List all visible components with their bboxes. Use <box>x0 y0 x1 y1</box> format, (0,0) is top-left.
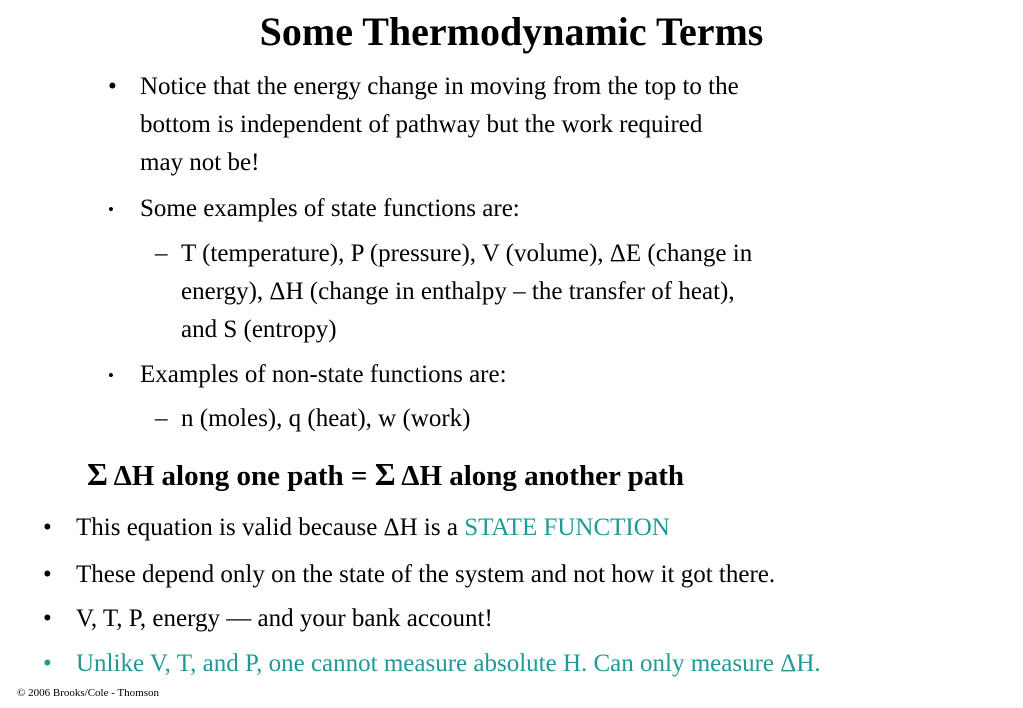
item-text: These depend only on the state of the system and not how it got there. <box>76 561 776 588</box>
sigma-symbol: Σ <box>374 456 396 492</box>
item-text: Examples of non-state functions are: <box>140 361 507 388</box>
item-line: Notice that the energy change in moving from the top to the <box>140 73 739 100</box>
bullet: • <box>43 561 52 588</box>
bullet: • <box>43 514 52 541</box>
item-text: V, T, P, energy — and your bank account! <box>76 605 493 632</box>
sigma-symbol: Σ <box>87 456 108 492</box>
item-line: energy), ΔH (change in enthalpy – the transfer of heat), <box>181 278 735 305</box>
dash: – <box>155 240 168 267</box>
item-text: Some examples of state functions are: <box>140 195 520 222</box>
equation-left: ΔH along one path = <box>107 460 375 492</box>
bullet: • <box>108 73 117 100</box>
item-line: and S (entropy) <box>181 316 337 343</box>
item-line: may not be! <box>140 149 260 176</box>
dash: – <box>155 405 168 432</box>
equation-right: ΔH along another path <box>395 460 684 492</box>
item-text: Unlike V, T, and P, one cannot measure absolute H. Can only measure ΔH. <box>76 650 821 677</box>
bullet: • <box>43 650 52 677</box>
bullet: • <box>108 366 114 385</box>
bullet: • <box>108 200 114 219</box>
item-text: This equation is valid because ΔH is a <box>76 514 465 541</box>
item-line: bottom is independent of pathway but the work required <box>140 111 703 138</box>
bullet: • <box>43 605 52 632</box>
slide-title: Some Thermodynamic Terms <box>259 9 764 54</box>
equation <box>87 454 684 496</box>
state-function-highlight: STATE FUNCTION <box>464 514 670 541</box>
copyright-footer: © 2006 Brooks/Cole - Thomson <box>17 687 159 699</box>
item-line: T (temperature), P (pressure), V (volume), ΔE (change in <box>181 240 753 267</box>
item-text: n (moles), q (heat), w (work) <box>181 405 471 432</box>
